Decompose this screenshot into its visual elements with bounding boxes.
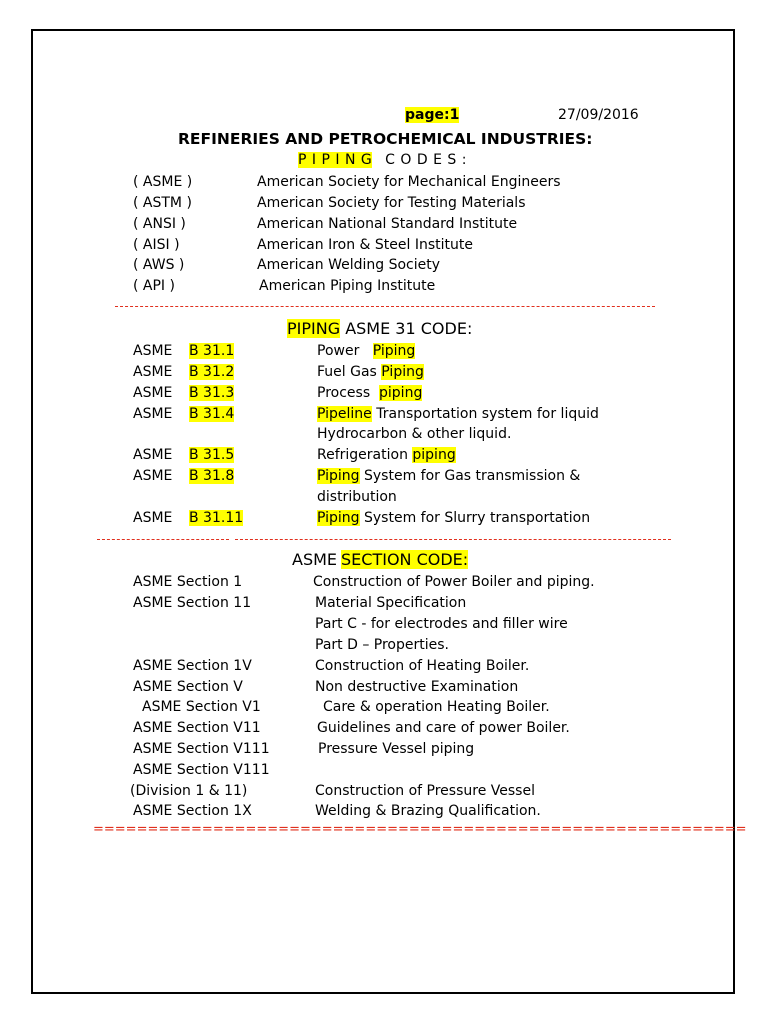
code-description-continued: distribution <box>317 489 397 505</box>
org-abbr: ( AWS ) <box>133 257 185 273</box>
org-name: American Piping Institute <box>259 278 436 294</box>
org-abbr: ( ANSI ) <box>133 216 186 232</box>
code-prefix: ASME <box>133 343 173 359</box>
desc-highlight: piping <box>379 385 423 401</box>
section-desc: Part C - for electrodes and filler wire <box>315 616 568 632</box>
code-description <box>317 447 456 463</box>
section-label: ASME Section 11 <box>133 595 252 611</box>
heading-highlight: PIPING <box>287 319 341 338</box>
section-label: (Division 1 & 11) <box>130 783 248 799</box>
desc-highlight: Piping <box>372 343 416 359</box>
section-desc: Welding & Brazing Qualification. <box>315 803 541 819</box>
org-abbr: ( AISI ) <box>133 237 180 253</box>
desc-text: Transportation system for liquid <box>371 406 599 422</box>
code-prefix: ASME <box>133 406 173 422</box>
desc-highlight: Piping <box>317 510 360 526</box>
desc-text: Refrigeration <box>317 447 413 463</box>
heading-prefix: ASME <box>292 550 338 569</box>
code-number: B 31.3 <box>189 385 235 401</box>
section-label: ASME Section 1 <box>133 574 243 590</box>
code-description <box>317 385 422 401</box>
section-label: ASME Section V111 <box>133 741 270 757</box>
code-description <box>317 343 415 359</box>
section-label: ASME Section V <box>133 679 243 695</box>
org-name: American Society for Mechanical Engineers <box>257 174 561 190</box>
code-number: B 31.11 <box>189 510 244 526</box>
code-number: B 31.2 <box>189 364 235 380</box>
org-abbr: ( ASTM ) <box>133 195 192 211</box>
desc-highlight: piping <box>412 447 456 463</box>
red-dashed-divider <box>235 539 671 540</box>
section-desc: Construction of Heating Boiler. <box>315 658 530 674</box>
section-desc: Part D – Properties. <box>315 637 449 653</box>
page-number-label: page:1 <box>405 107 460 123</box>
section-desc: Care & operation Heating Boiler. <box>323 699 550 715</box>
code-number: B 31.4 <box>189 406 235 422</box>
code-description <box>317 468 580 484</box>
section-desc: Construction of Power Boiler and piping. <box>313 574 595 590</box>
desc-text: System for Slurry transportation <box>359 510 591 526</box>
code-prefix: ASME <box>133 447 173 463</box>
section-label: ASME Section V111 <box>133 762 270 778</box>
subtitle-highlight: P I P I N G <box>298 152 373 168</box>
code-description-continued: Hydrocarbon & other liquid. <box>317 426 512 442</box>
desc-highlight: Piping <box>317 468 360 484</box>
code-prefix: ASME <box>133 510 173 526</box>
code-prefix: ASME <box>133 468 173 484</box>
red-dashed-divider <box>115 306 655 307</box>
code-number: B 31.1 <box>189 343 235 359</box>
section-label: ASME Section V11 <box>133 720 261 736</box>
subtitle-rest: C O D E S : <box>385 152 467 168</box>
desc-text: Process <box>317 385 380 401</box>
document-title: REFINERIES AND PETROCHEMICAL INDUSTRIES: <box>178 130 593 148</box>
heading-highlight: SECTION CODE: <box>341 550 469 569</box>
code-description <box>317 406 599 422</box>
section-desc: Pressure Vessel piping <box>318 741 475 757</box>
red-dashed-divider <box>97 539 229 540</box>
section-code-heading <box>292 550 468 569</box>
org-name: American National Standard Institute <box>257 216 518 232</box>
section-label: ASME Section 1V <box>133 658 252 674</box>
code-number: B 31.5 <box>189 447 235 463</box>
org-name: American Welding Society <box>257 257 441 273</box>
org-abbr: ( ASME ) <box>133 174 193 190</box>
piping-section-heading <box>287 319 472 338</box>
piping-codes-subtitle <box>298 152 467 168</box>
red-double-rule: ============================================================ <box>93 822 747 837</box>
code-prefix: ASME <box>133 364 173 380</box>
code-prefix: ASME <box>133 385 173 401</box>
desc-text: Power <box>317 343 373 359</box>
desc-text: Fuel Gas <box>317 364 382 380</box>
desc-text: System for Gas transmission & <box>359 468 581 484</box>
section-label: ASME Section 1X <box>133 803 252 819</box>
section-desc: Material Specification <box>315 595 467 611</box>
section-desc: Guidelines and care of power Boiler. <box>317 720 570 736</box>
org-name: American Iron & Steel Institute <box>257 237 473 253</box>
section-desc: Non destructive Examination <box>315 679 519 695</box>
code-number: B 31.8 <box>189 468 235 484</box>
document-date: 27/09/2016 <box>558 107 639 123</box>
code-description <box>317 364 424 380</box>
desc-highlight: Pipeline <box>317 406 372 422</box>
org-abbr: ( API ) <box>133 278 175 294</box>
code-description <box>317 510 590 526</box>
desc-highlight: Piping <box>381 364 424 380</box>
section-desc: Construction of Pressure Vessel <box>315 783 535 799</box>
section-label: ASME Section V1 <box>142 699 261 715</box>
org-name: American Society for Testing Materials <box>257 195 526 211</box>
heading-rest: ASME 31 CODE: <box>345 319 473 338</box>
